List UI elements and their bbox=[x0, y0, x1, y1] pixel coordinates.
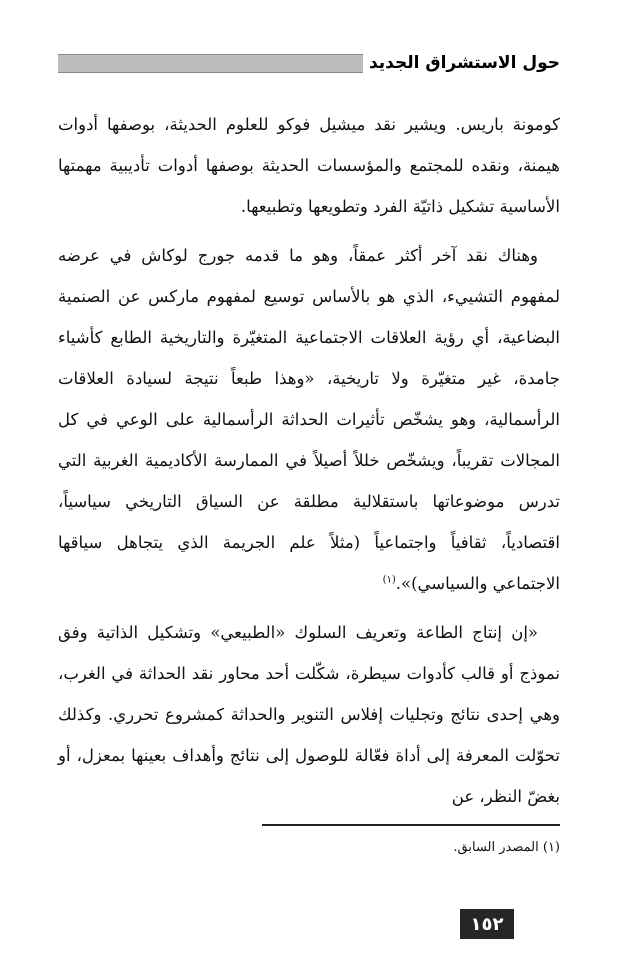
running-header-title: حول الاستشراق الجديد bbox=[368, 53, 560, 73]
footnote: (١) المصدر السابق. bbox=[453, 840, 560, 855]
footnote-reference: (١) bbox=[382, 574, 396, 586]
main-text bbox=[58, 104, 560, 817]
paragraph-2 bbox=[58, 235, 560, 604]
header-decorative-bar bbox=[58, 54, 363, 73]
footnote-separator bbox=[262, 824, 560, 826]
paragraph-3: «إن إنتاج الطاعة وتعريف السلوك «الطبيعي» وتشكيل الذاتية وفق نموذج أو قالب كأدوات سيطرة، شكّلت أحد محاور نقد الحداثة في الغرب، وهي إحدى نتائج وتجليات إفلاس التنوير والحداثة كمشروع تحرري. وكذلك تحوّلت المعرفة إلى أداة فعّالة للوصول إلى نتائج وأهداف بعينها بمعزل، أو بغضّ النظر، عن bbox=[58, 623, 560, 806]
page-number: ١٥٢ bbox=[460, 909, 514, 939]
paragraph-2-text: وهناك نقد آخر أكثر عمقاً، وهو ما قدمه جورج لوكاش في عرضه لمفهوم التشييء، الذي هو بالأساس توسيع لمفهوم ماركس عن الصنمية البضاعية، أي رؤية العلاقات الاجتماعية المتغيّرة والتاريخية الطابع كأشياء جامدة، غير متغيّرة ولا تاريخية، «وهذا طبعاً نتيجة لسيادة العلاقات الرأسمالية، وهو يشخّص تأثيرات الحداثة الرأسمالية على الوعي في كل المجالات تقريباً، ويشخّص خللاً أصيلاً في الممارسة الأكاديمية الغربية التي تدرس موضوعاتها باستقلالية مطلقة عن السياق التاريخي سياسياً، اقتصادياً، ثقافياً واجتماعياً (مثلاً علم الجريمة الذي يتجاهل سياقها الاجتماعي والسياسي)». bbox=[58, 246, 560, 593]
paragraph-1: كومونة باريس. ويشير نقد ميشيل فوكو للعلوم الحديثة، بوصفها أدوات هيمنة، ونقده للمجتمع والمؤسسات الحديثة بوصفها أدوات تأديبية مهمتها الأساسية تشكيل ذاتيّة الفرد وتطويعها وتطبيعها. bbox=[58, 115, 560, 216]
running-header bbox=[58, 50, 560, 76]
